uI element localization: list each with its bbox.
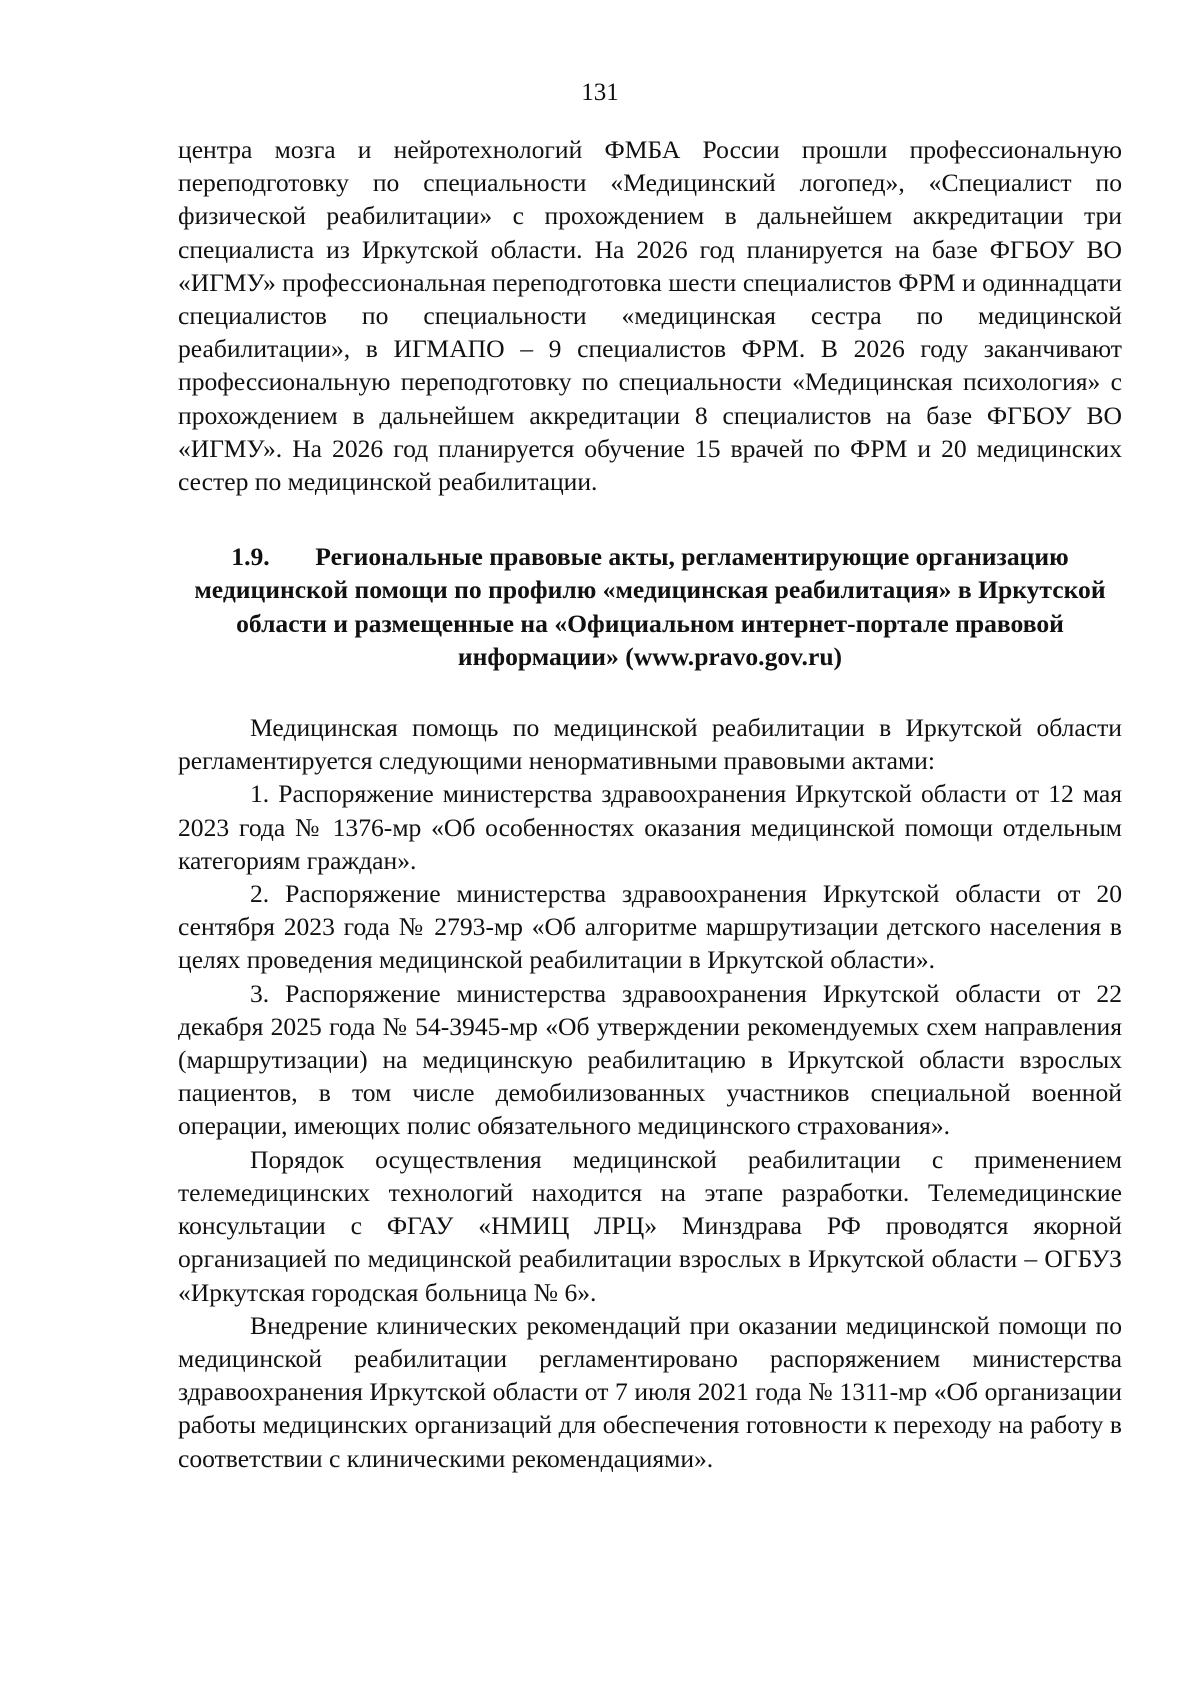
section-title: Региональные правовые акты, регламентирующие организацию медицинской помощи по профилю «медицинская реабилитация» в Иркутской области и размещенные на «Официальном интернет-портале правовой информации» (www.pravo.gov.ru) (194, 542, 1106, 671)
list-item-1: 1. Распоряжение министерства здравоохранения Иркутской области от 12 мая 2023 года № 1376-мр «Об особенностях оказания медицинской помощи отдельным категориям граждан». (178, 779, 1122, 875)
section-heading (178, 540, 1122, 673)
paragraph-telemedicine: Порядок осуществления медицинской реабилитации с применением телемедицинских технологий находится на этапе разработки. Телемедицинские консультации с ФГАУ «НМИЦ ЛРЦ» Минздрава РФ проводятся якорной организацией по медицинской реабилитации взрослых в Иркутской области – ОГБУЗ «Иркутская городская больница № 6». (178, 1144, 1122, 1307)
document-body (178, 133, 1122, 1475)
paragraph-clinical-guidelines: Внедрение клинических рекомендаций при оказании медицинской помощи по медицинской реабилитации регламентировано распоряжением министерства здравоохранения Иркутской области от 7 июля 2021 года № 1311-мр «Об организации работы медицинских организаций для обеспечения готовности к переходу на работу в соответствии с клиническими рекомендациями». (178, 1310, 1122, 1473)
page-number: 131 (581, 79, 619, 106)
list-item-3: 3. Распоряжение министерства здравоохранения Иркутской области от 22 декабря 2025 года № 54-3945-мр «Об утверждении рекомендуемых схем направления (маршрутизации) на медицинскую реабилитацию в Иркутской области взрослых пациентов, в том числе демобилизованных участников специальной военной операции, имеющих полис обязательного медицинского страхования». (178, 978, 1122, 1141)
list-item-2: 2. Распоряжение министерства здравоохранения Иркутской области от 20 сентября 2023 года № 2793-мр «Об алгоритме маршрутизации детского населения в целях проведения медицинской реабилитации в Иркутской области». (178, 879, 1122, 975)
paragraph-continuation: центра мозга и нейротехнологий ФМБА России прошли профессиональную переподготовку по специальности «Медицинский логопед», «Специалист по физической реабилитации» с прохождением в дальнейшем аккредитации три специалиста из Иркутской области. На 2026 год планируется на базе ФГБОУ ВО «ИГМУ» профессиональная переподготовка шести специалистов ФРМ и одиннадцати специалистов по специальности «медицинская сестра по медицинской реабилитации», в ИГМАПО – 9 специалистов ФРМ. В 2026 году заканчивают профессиональную переподготовку по специальности «Медицинская психология» с прохождением в дальнейшем аккредитации 8 специалистов на базе ФГБОУ ВО «ИГМУ». На 2026 год планируется обучение 15 врачей по ФРМ и 20 медицинских сестер по медицинской реабилитации. (178, 135, 1122, 497)
paragraph-intro: Медицинская помощь по медицинской реабилитации в Иркутской области регламентируется следующими ненормативными правовыми актами: (178, 713, 1122, 776)
section-number: 1.9. (231, 542, 270, 572)
